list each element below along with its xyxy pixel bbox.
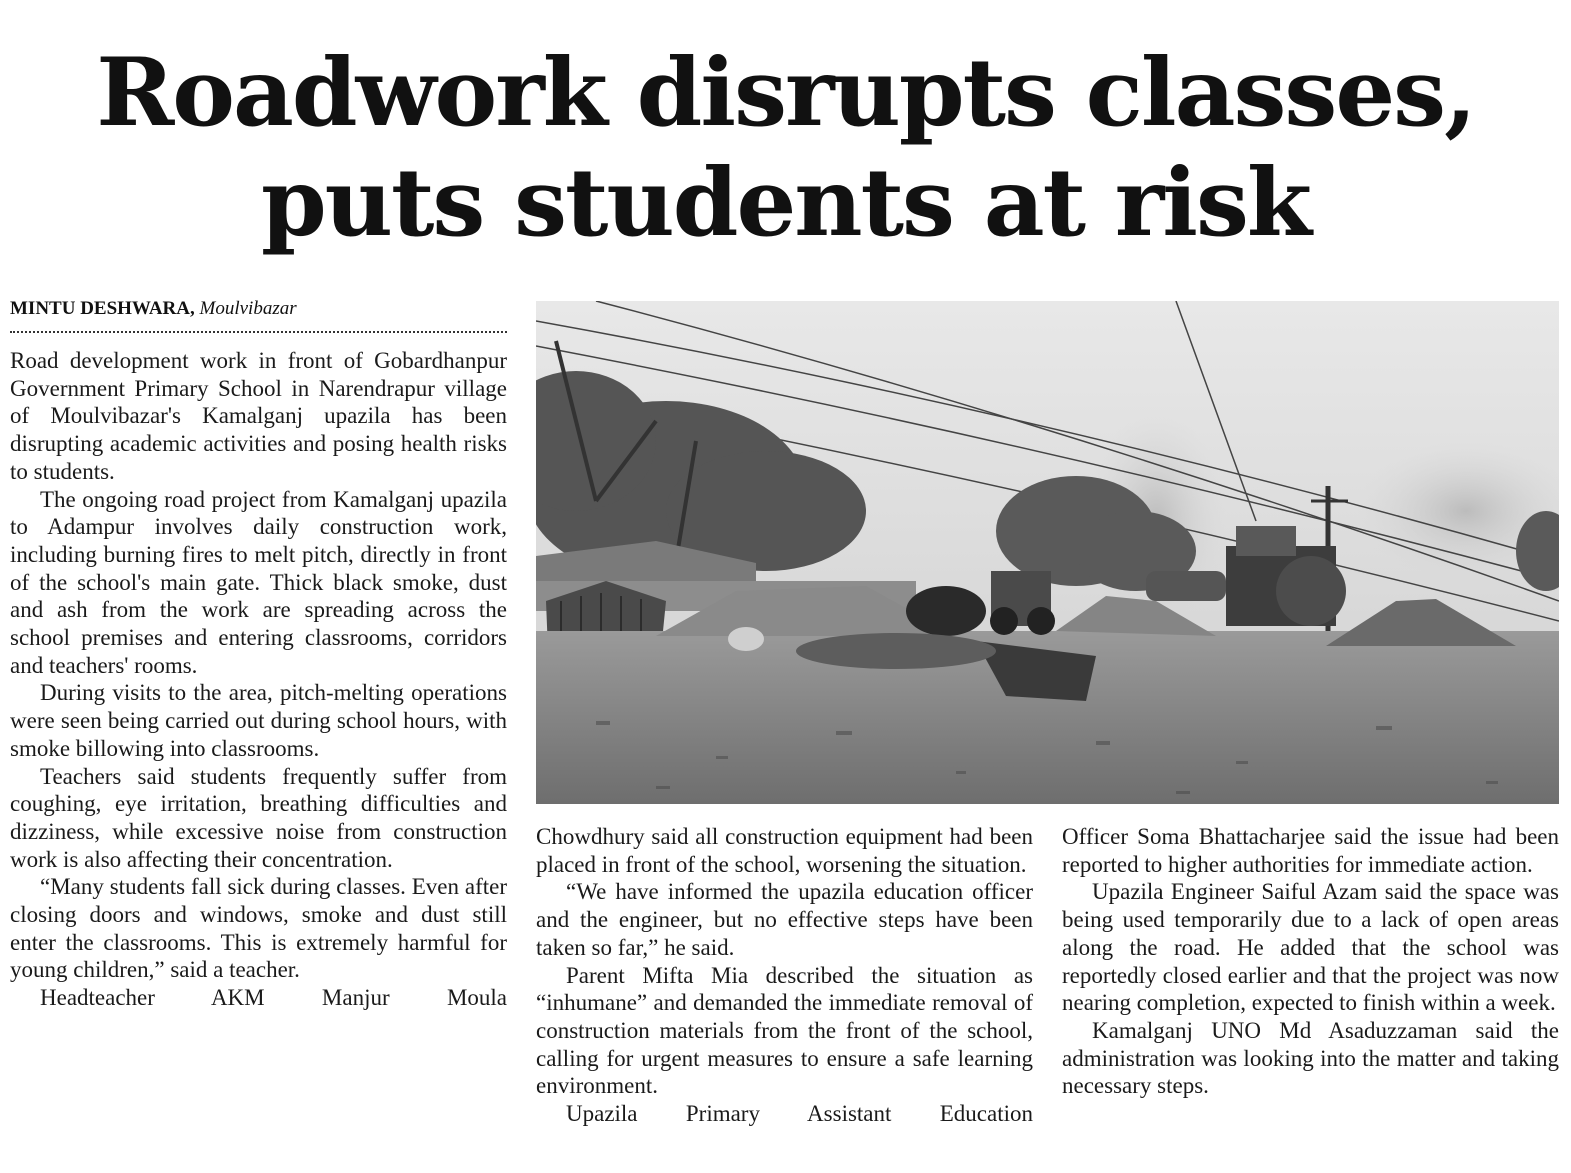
- article-column-2: [536, 823, 1033, 1128]
- byline: [10, 296, 507, 322]
- headline-line-2: puts students at risk: [260, 148, 1311, 258]
- paragraph: Road development work in front of Gobardhanpur Government Primary School in Narendrapur village of Moulvibazar's Kamalganj upazila has been disrupting academic activities and posing health risks to students.: [10, 348, 507, 484]
- article-column-1: [10, 347, 507, 1012]
- paragraph: Officer Soma Bhattacharjee said the issue had been reported to higher authorities for immediate action.: [1062, 824, 1559, 877]
- paragraph: Upazila Engineer Saiful Azam said the space was being used temporarily due to a lack of open areas along the road. He added that the school was reportedly closed earlier and that the project was now nearing completion, expected to finish within a week.: [1062, 879, 1559, 1016]
- byline-divider: [10, 331, 507, 333]
- paragraph: During visits to the area, pitch-melting operations were seen being carried out during school hours, with smoke billowing into classrooms.: [10, 680, 507, 761]
- paragraph: Teachers said students frequently suffer from coughing, eye irritation, breathing difficulties and dizziness, while excessive noise from construction work is also affecting their concentration.: [10, 763, 507, 872]
- article-photo: [536, 301, 1559, 804]
- paragraph: Upazila Primary Assistant Education: [566, 1101, 1033, 1127]
- headline: [0, 38, 1571, 258]
- byline-location: Moulvibazar: [199, 298, 297, 319]
- paragraph: “Many students fall sick during classes. Even after closing doors and windows, smoke and dust still enter the classrooms. This is extremely harmful for young children,” said a teacher.: [10, 874, 507, 983]
- paragraph: Headteacher AKM Manjur Moula: [40, 985, 507, 1011]
- article-column-3: [1062, 823, 1559, 1100]
- paragraph: Parent Mifta Mia described the situation as “inhumane” and demanded the immediate removal of construction materials from the front of the school, calling for urgent measures to ensure a safe learning environment.: [536, 962, 1033, 1099]
- paragraph: The ongoing road project from Kamalganj upazila to Adampur involves daily construction work, including burning fires to melt pitch, directly in front of the school's main gate. Thick black smoke, dust and ash from the work are spreading across the school premises and entering classrooms, corridors and teachers' rooms.: [10, 486, 507, 678]
- headline-line-1: Roadwork disrupts classes,: [96, 38, 1475, 148]
- paragraph: Chowdhury said all construction equipment had been placed in front of the school, worsening the situation.: [536, 824, 1033, 877]
- construction-site-photo: [536, 301, 1559, 804]
- byline-author: MINTU DESHWARA,: [10, 298, 195, 319]
- paragraph: Kamalganj UNO Md Asaduzzaman said the administration was looking into the matter and taking necessary steps.: [1062, 1017, 1559, 1099]
- paragraph: “We have informed the upazila education officer and the engineer, but no effective steps have been taken so far,” he said.: [536, 879, 1033, 960]
